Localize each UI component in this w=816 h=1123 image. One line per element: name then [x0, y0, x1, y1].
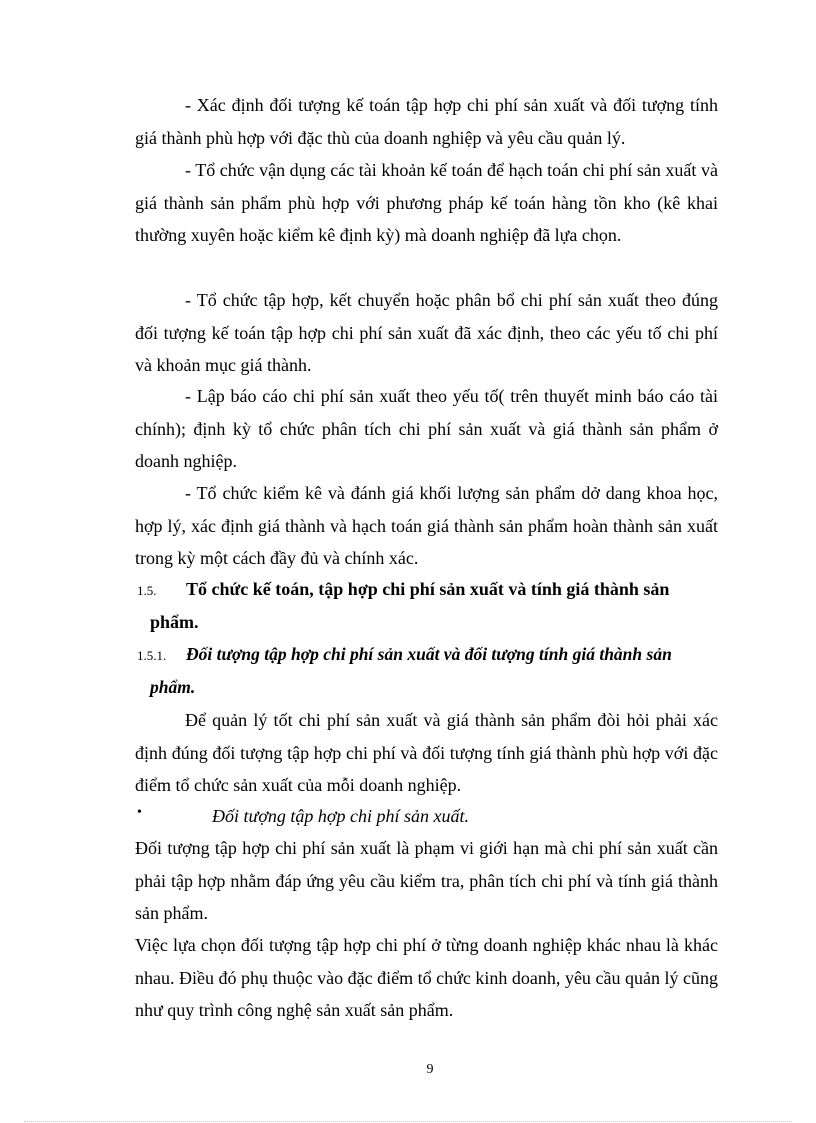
paragraph-task-1: - Xác định đối tượng kế toán tập hợp chi phí sản xuất và đối tượng tính giá thành phù hợp với đặc thù của doanh nghiệp và yêu cầu quản lý.: [135, 95, 718, 148]
section-heading-1-5-1: [0, 638, 816, 704]
subsection-title: Đối tượng tập hợp chi phí sản xuất và đối tượng tính giá thành sản phẩm.: [150, 644, 672, 697]
page-footer-divider: [24, 1121, 792, 1122]
subsection-number: 1.5.1.: [137, 648, 167, 663]
bullet-item: Đối tượng tập hợp chi phí sản xuất.: [212, 806, 470, 826]
section-heading-1-5: [0, 573, 816, 639]
page-number: 9: [426, 1062, 434, 1077]
section-number: 1.5.: [137, 583, 157, 598]
paragraph-task-5: - Tổ chức kiểm kê và đánh giá khối lượng sản phẩm dở dang khoa học, hợp lý, xác định giá thành và hạch toán giá thành sản phẩm hoàn thành sản xuất trong kỳ một cách đầy đủ và chính xác.: [135, 483, 718, 568]
paragraph-intro: Để quản lý tốt chi phí sản xuất và giá thành sản phẩm đòi hỏi phải xác định đúng đối tượng tập hợp chi phí và đối tượng tính giá thành phù hợp với đặc điểm tổ chức sản xuất của mỗi doanh nghiệp.: [135, 710, 718, 795]
paragraph-choice: Việc lựa chọn đối tượng tập hợp chi phí ở từng doanh nghiệp khác nhau là khác nhau. Điều đó phụ thuộc vào đặc điểm tổ chức kinh doanh, yêu cầu quản lý cũng như quy trình công nghệ sản xuất sản phẩm.: [135, 935, 718, 1020]
paragraph-task-3: - Tổ chức tập hợp, kết chuyển hoặc phân bổ chi phí sản xuất theo đúng đối tượng kế toán tập hợp chi phí sản xuất đã xác định, theo các yếu tố chi phí và khoản mục giá thành.: [135, 290, 718, 375]
paragraph-definition: Đối tượng tập hợp chi phí sản xuất là phạm vi giới hạn mà chi phí sản xuất cần phải tập hợp nhằm đáp ứng yêu cầu kiểm tra, phân tích chi phí và tính giá thành sản phẩm.: [135, 838, 718, 923]
bullet-icon: •: [137, 805, 142, 820]
section-title: Tổ chức kế toán, tập hợp chi phí sản xuất và tính giá thành sản phẩm.: [150, 579, 670, 632]
paragraph-task-2: - Tổ chức vận dụng các tài khoản kế toán để hạch toán chi phí sản xuất và giá thành sản phẩm phù hợp với phương pháp kế toán hàng tồn kho (kê khai thường xuyên hoặc kiểm kê định kỳ) mà doanh nghiệp đã lựa chọn.: [135, 160, 718, 245]
paragraph-task-4: - Lập báo cáo chi phí sản xuất theo yếu tố( trên thuyết minh báo cáo tài chính); định kỳ tổ chức phân tích chi phí sản xuất và giá thành sản phẩm ở doanh nghiệp.: [135, 386, 718, 471]
